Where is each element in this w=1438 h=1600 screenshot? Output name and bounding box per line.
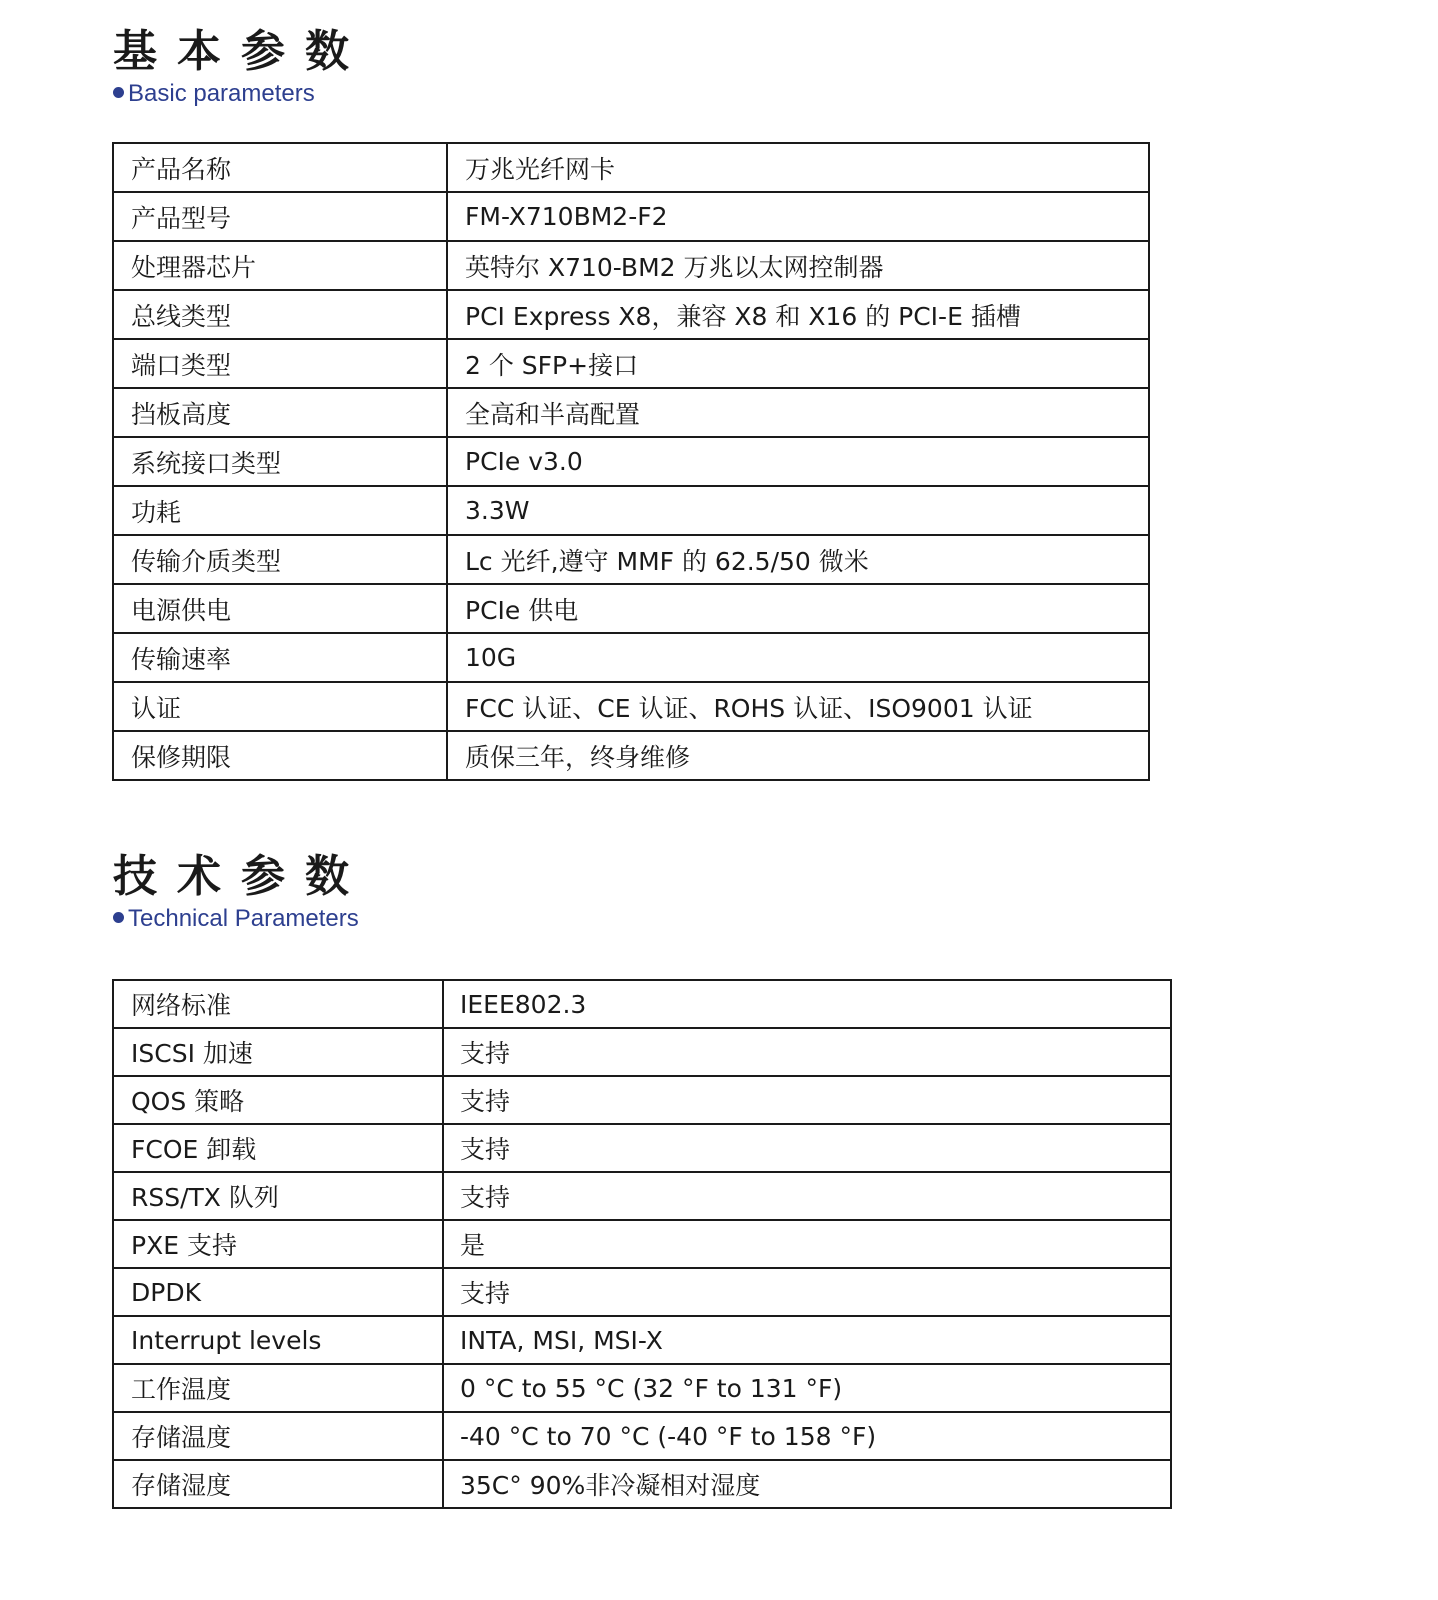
param-label: PXE 支持 [113, 1220, 443, 1268]
param-label: QOS 策略 [113, 1076, 443, 1124]
param-value: PCIe v3.0 [447, 437, 1149, 486]
bullet-icon [113, 912, 124, 923]
table-row [113, 241, 1149, 290]
param-label: 功耗 [113, 486, 447, 535]
param-label: 产品型号 [113, 192, 447, 241]
bullet-icon [113, 87, 124, 98]
basic-section-subtitle [113, 82, 315, 106]
technical-section-subtitle [113, 907, 359, 931]
param-value: 10G [447, 633, 1149, 682]
param-value: IEEE802.3 [443, 980, 1171, 1028]
param-label: 保修期限 [113, 731, 447, 780]
param-value: INTA, MSI, MSI-X [443, 1316, 1171, 1364]
table-row [113, 339, 1149, 388]
param-value: FCC 认证、CE 认证、ROHS 认证、ISO9001 认证 [447, 682, 1149, 731]
table-row [113, 584, 1149, 633]
table-row [113, 1364, 1171, 1412]
param-value: 全高和半高配置 [447, 388, 1149, 437]
table-row [113, 1124, 1171, 1172]
table-row [113, 290, 1149, 339]
param-label: 存储湿度 [113, 1460, 443, 1508]
param-value: 3.3W [447, 486, 1149, 535]
param-value: 支持 [443, 1028, 1171, 1076]
param-label: 传输介质类型 [113, 535, 447, 584]
table-row [113, 388, 1149, 437]
table-row [113, 1172, 1171, 1220]
technical-subtitle-text: Technical Parameters [128, 905, 359, 932]
param-value: 支持 [443, 1172, 1171, 1220]
param-label: RSS/TX 队列 [113, 1172, 443, 1220]
param-label: 系统接口类型 [113, 437, 447, 486]
table-row [113, 1028, 1171, 1076]
table-row [113, 535, 1149, 584]
table-row [113, 1268, 1171, 1316]
param-label: 认证 [113, 682, 447, 731]
param-value: 是 [443, 1220, 1171, 1268]
param-value: 0 °C to 55 °C (32 °F to 131 °F) [443, 1364, 1171, 1412]
table-row [113, 486, 1149, 535]
param-value: PCIe 供电 [447, 584, 1149, 633]
param-label: 网络标准 [113, 980, 443, 1028]
param-value: 英特尔 X710-BM2 万兆以太网控制器 [447, 241, 1149, 290]
param-value: 35C° 90%非冷凝相对湿度 [443, 1460, 1171, 1508]
table-row [113, 192, 1149, 241]
param-value: FM-X710BM2-F2 [447, 192, 1149, 241]
param-value: Lc 光纤,遵守 MMF 的 62.5/50 微米 [447, 535, 1149, 584]
param-label: 产品名称 [113, 143, 447, 192]
table-row [113, 1412, 1171, 1460]
param-value: 2 个 SFP+接口 [447, 339, 1149, 388]
param-label: 端口类型 [113, 339, 447, 388]
param-value: 支持 [443, 1124, 1171, 1172]
param-value: 支持 [443, 1076, 1171, 1124]
table-row [113, 980, 1171, 1028]
param-label: 电源供电 [113, 584, 447, 633]
basic-subtitle-text: Basic parameters [128, 80, 315, 107]
param-value: PCI Express X8，兼容 X8 和 X16 的 PCI-E 插槽 [447, 290, 1149, 339]
param-value: 支持 [443, 1268, 1171, 1316]
table-row [113, 143, 1149, 192]
basic-parameters-table [112, 142, 1150, 781]
technical-section-title: 技术参数 [113, 851, 369, 902]
table-row [113, 1220, 1171, 1268]
table-row [113, 633, 1149, 682]
param-label: 处理器芯片 [113, 241, 447, 290]
table-row [113, 731, 1149, 780]
basic-section-title: 基本参数 [113, 26, 369, 77]
table-row [113, 682, 1149, 731]
param-label: 挡板高度 [113, 388, 447, 437]
param-label: 总线类型 [113, 290, 447, 339]
param-value: 万兆光纤网卡 [447, 143, 1149, 192]
param-label: ISCSI 加速 [113, 1028, 443, 1076]
technical-parameters-table [112, 979, 1172, 1509]
param-label: 存储温度 [113, 1412, 443, 1460]
table-row [113, 1460, 1171, 1508]
param-value: -40 °C to 70 °C (-40 °F to 158 °F) [443, 1412, 1171, 1460]
param-value: 质保三年，终身维修 [447, 731, 1149, 780]
table-row [113, 437, 1149, 486]
table-row [113, 1076, 1171, 1124]
param-label: 传输速率 [113, 633, 447, 682]
param-label: 工作温度 [113, 1364, 443, 1412]
param-label: Interrupt levels [113, 1316, 443, 1364]
param-label: DPDK [113, 1268, 443, 1316]
param-label: FCOE 卸载 [113, 1124, 443, 1172]
table-row [113, 1316, 1171, 1364]
